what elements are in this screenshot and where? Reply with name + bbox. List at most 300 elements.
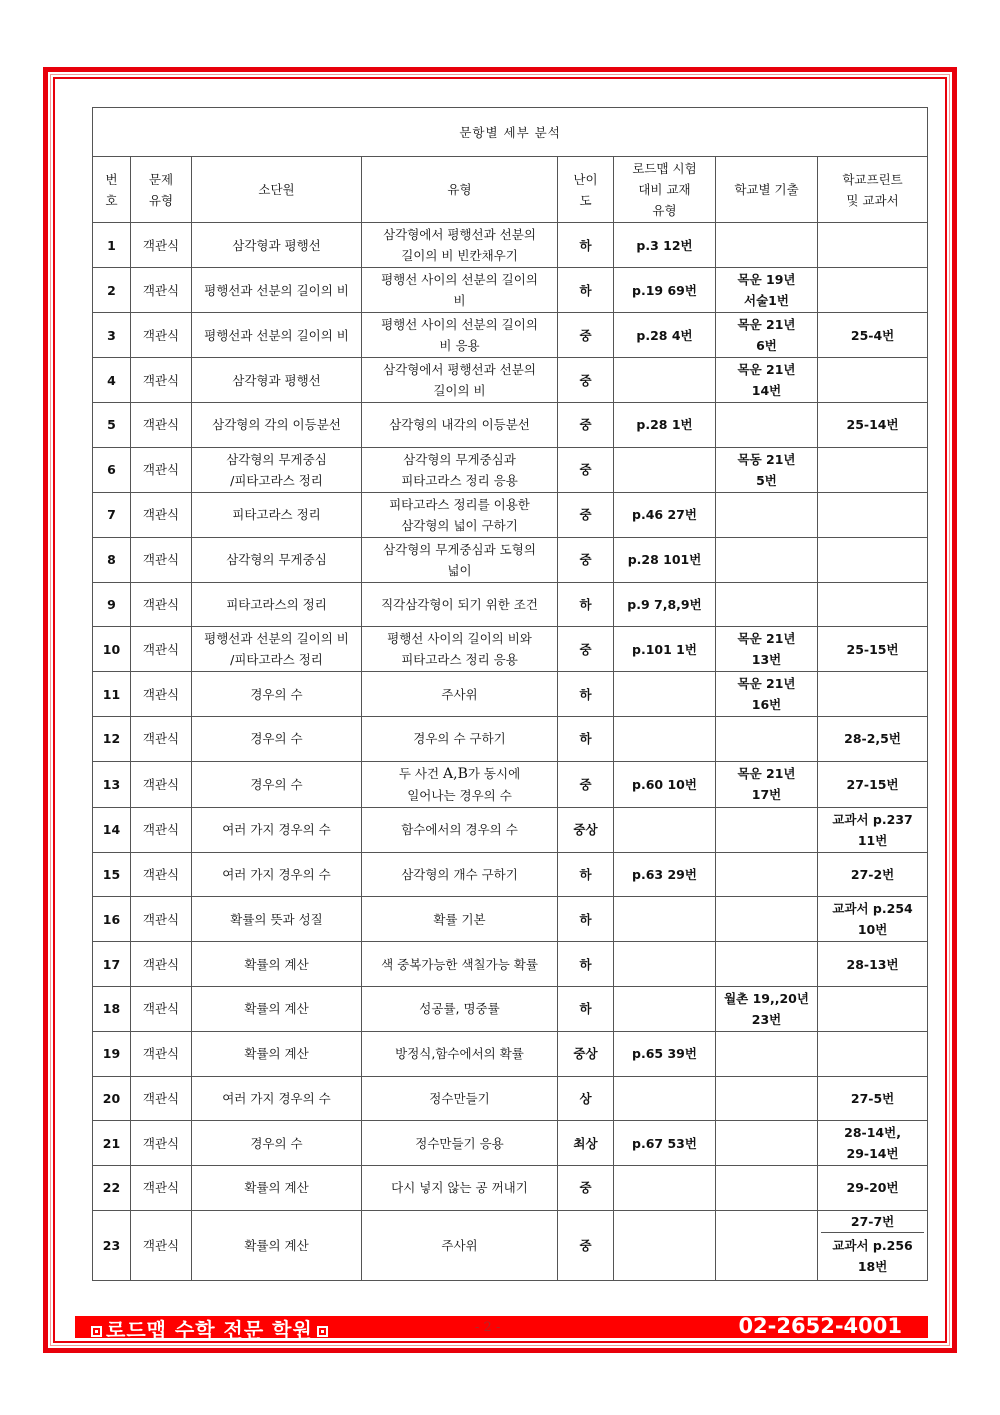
subunit-text: 피타고라스 정리 — [232, 507, 321, 523]
subunit — [192, 223, 362, 268]
question-type-text: 피타고라스 정리를 이용한 — [389, 496, 530, 512]
question-type — [362, 942, 558, 987]
question-type — [362, 986, 558, 1031]
question-number: 20 — [93, 1076, 131, 1121]
question-kind: 객관식 — [131, 897, 192, 942]
roadmap-book-ref: p.101 1번 — [614, 627, 716, 672]
question-number: 11 — [93, 672, 131, 717]
header-text: 유형 — [652, 203, 677, 218]
subunit — [192, 761, 362, 807]
school-print-ref — [818, 268, 928, 313]
table-row — [93, 582, 928, 627]
school-exam-ref — [716, 986, 818, 1031]
question-type-text: 평행선 사이의 선분의 길이의 — [381, 317, 538, 332]
school-print-ref — [818, 492, 928, 537]
question-number: 2 — [93, 268, 131, 313]
roadmap-book-ref — [614, 717, 716, 762]
table-row — [93, 1166, 928, 1211]
school-print-ref-text: 10번 — [857, 922, 888, 938]
roadmap-book-ref: p.63 29번 — [614, 852, 716, 897]
difficulty: 중 — [558, 313, 614, 358]
question-type-text: 삼각형의 무게중심과 도형의 — [383, 541, 536, 557]
question-number: 17 — [93, 942, 131, 987]
school-exam-ref-text: 월촌 19,,20년 — [724, 990, 809, 1006]
question-type — [362, 582, 558, 627]
difficulty: 중 — [558, 492, 614, 537]
subunit-text: 여러 가지 경우의 수 — [222, 1090, 331, 1106]
question-number: 19 — [93, 1031, 131, 1076]
subunit-text: 삼각형과 평행선 — [232, 237, 321, 253]
question-kind: 객관식 — [131, 492, 192, 537]
subunit-text: 삼각형의 무게중심 — [226, 552, 327, 568]
question-type — [362, 807, 558, 852]
subunit-text: 여러 가지 경우의 수 — [222, 867, 331, 883]
question-type — [362, 1166, 558, 1211]
school-exam-ref-text: 목운 21년 — [737, 362, 796, 377]
item-analysis-table — [92, 107, 928, 1281]
subunit-text: 삼각형의 각의 이등분선 — [212, 417, 341, 433]
question-number: 6 — [93, 447, 131, 492]
school-exam-ref — [716, 358, 818, 403]
subunit — [192, 717, 362, 762]
question-type-text: 주사위 — [441, 686, 478, 702]
question-type-text: 색 중복가능한 색칠가능 확률 — [381, 956, 538, 972]
school-exam-ref-text: 14번 — [751, 383, 782, 398]
roadmap-book-ref — [614, 358, 716, 403]
question-type-text: 직각삼각형이 되기 위한 조건 — [381, 596, 538, 612]
school-exam-ref — [716, 223, 818, 268]
table-row — [93, 1076, 928, 1121]
question-type-text: 평행선 사이의 선분의 길이의 — [381, 272, 538, 287]
subunit-text: 평행선과 선분의 길이의 비 — [204, 631, 349, 647]
table-row — [93, 717, 928, 762]
roadmap-book-ref: p.65 39번 — [614, 1031, 716, 1076]
question-type — [362, 1076, 558, 1121]
school-exam-ref-text: 5번 — [756, 472, 777, 488]
question-type — [362, 313, 558, 358]
question-type-text: 피타고라스 정리 응용 — [401, 472, 518, 488]
table-row — [93, 1031, 928, 1076]
school-exam-ref — [716, 1121, 818, 1166]
school-print-ref — [818, 942, 928, 987]
question-kind: 객관식 — [131, 1166, 192, 1211]
school-print-ref — [818, 1076, 928, 1121]
question-number: 18 — [93, 986, 131, 1031]
roadmap-book-ref: p.28 101번 — [614, 537, 716, 582]
question-number: 10 — [93, 627, 131, 672]
school-print-ref-text: 29-14번 — [846, 1146, 899, 1162]
subunit-text: 평행선과 선분의 길이의 비 — [204, 282, 349, 298]
school-print-ref-text: 25-14번 — [846, 417, 899, 433]
header-subunit — [192, 157, 362, 223]
header-number — [93, 157, 131, 223]
table-row — [93, 492, 928, 537]
header-text: 도 — [579, 192, 592, 208]
subunit — [192, 403, 362, 448]
school-print-ref-text: 27-15번 — [846, 776, 899, 792]
school-exam-ref — [716, 537, 818, 582]
subunit-text: 평행선과 선분의 길이의 비 — [204, 327, 349, 343]
subunit — [192, 986, 362, 1031]
difficulty: 최상 — [558, 1121, 614, 1166]
school-exam-ref — [716, 761, 818, 807]
question-type-text: 평행선 사이의 길이의 비와 — [387, 631, 532, 647]
subunit — [192, 807, 362, 852]
subunit — [192, 627, 362, 672]
school-print-ref-top: 27-7번 — [821, 1212, 924, 1233]
subunit-text: 경우의 수 — [250, 776, 303, 792]
question-number: 1 — [93, 223, 131, 268]
question-number: 16 — [93, 897, 131, 942]
question-type-text: 길이의 비 — [433, 383, 486, 398]
roadmap-book-ref: p.19 69번 — [614, 268, 716, 313]
question-kind: 객관식 — [131, 986, 192, 1031]
footer-banner — [75, 1314, 928, 1342]
school-exam-ref-text: 목운 21년 — [737, 766, 796, 782]
question-type — [362, 627, 558, 672]
table-row — [93, 942, 928, 987]
question-type-text: 길이의 비 빈칸채우기 — [401, 248, 518, 263]
question-kind: 객관식 — [131, 223, 192, 268]
difficulty: 하 — [558, 717, 614, 762]
roadmap-book-ref — [614, 897, 716, 942]
roadmap-book-ref: p.28 4번 — [614, 313, 716, 358]
school-print-ref — [818, 223, 928, 268]
question-type — [362, 1121, 558, 1166]
school-exam-ref-text: 목운 21년 — [737, 317, 796, 332]
question-kind: 객관식 — [131, 852, 192, 897]
table-row — [93, 897, 928, 942]
subunit-text: 경우의 수 — [250, 1135, 303, 1151]
school-print-ref-text: 교과서 p.254 — [832, 901, 913, 917]
roadmap-book-ref — [614, 447, 716, 492]
difficulty: 중 — [558, 358, 614, 403]
school-exam-ref-text: 6번 — [756, 338, 777, 353]
school-exam-ref-text: 목운 21년 — [737, 676, 796, 692]
school-print-ref — [818, 1166, 928, 1211]
question-type-text: 일어나는 경우의 수 — [407, 787, 512, 803]
question-type: 주사위 — [362, 1210, 558, 1280]
school-exam-ref — [716, 403, 818, 448]
question-kind: 객관식 — [131, 1210, 192, 1280]
school-print-ref — [818, 672, 928, 717]
square-bullet-icon — [317, 1326, 328, 1337]
school-print-ref — [818, 807, 928, 852]
roadmap-book-ref: p.28 1번 — [614, 403, 716, 448]
school-exam-ref — [716, 672, 818, 717]
type-text-pre: 두 사건 — [398, 765, 444, 781]
page-number: - 2 - — [475, 1320, 501, 1335]
difficulty: 하 — [558, 268, 614, 313]
subunit — [192, 492, 362, 537]
roadmap-book-ref — [614, 1166, 716, 1211]
subunit-text: 피타고라스의 정리 — [226, 596, 327, 612]
school-print-ref — [818, 1031, 928, 1076]
difficulty: 중 — [558, 1210, 614, 1280]
roadmap-book-ref — [614, 1210, 716, 1280]
question-number: 14 — [93, 807, 131, 852]
header-text: 및 교과서 — [846, 192, 899, 208]
roadmap-book-ref: p.9 7,8,9번 — [614, 582, 716, 627]
question-type-text: 경우의 수 구하기 — [413, 731, 506, 747]
school-print-ref-text: 25-15번 — [846, 641, 899, 657]
question-number: 5 — [93, 403, 131, 448]
subunit — [192, 358, 362, 403]
type-text-post: 가 동시에 — [467, 765, 521, 781]
header-text: 소단원 — [258, 182, 295, 197]
school-exam-ref — [716, 1210, 818, 1280]
roadmap-book-ref: p.46 27번 — [614, 492, 716, 537]
school-print-ref-text: 28-14번, — [844, 1125, 901, 1141]
school-print-ref — [818, 717, 928, 762]
school-print-ref-text: 25-4번 — [850, 327, 895, 343]
subunit-text: /피타고라스 정리 — [230, 472, 323, 488]
subunit — [192, 1166, 362, 1211]
school-exam-ref-text: 목운 19년 — [737, 272, 796, 287]
school-print-ref-text: 27-2번 — [850, 867, 895, 883]
difficulty: 중상 — [558, 1031, 614, 1076]
subunit: 확률의 계산 — [192, 1210, 362, 1280]
subunit-text: 확률의 계산 — [244, 1001, 309, 1017]
subunit-text: 확률의 계산 — [244, 1180, 309, 1196]
table-row — [93, 223, 928, 268]
school-exam-ref — [716, 717, 818, 762]
question-type-text: 정수만들기 — [429, 1090, 490, 1106]
school-exam-ref — [716, 492, 818, 537]
question-type — [362, 672, 558, 717]
question-type — [362, 1031, 558, 1076]
phone-number: 02-2652-4001 — [738, 1314, 902, 1338]
difficulty: 중상 — [558, 807, 614, 852]
subunit — [192, 897, 362, 942]
square-bullet-icon — [91, 1326, 102, 1337]
header-question-kind — [131, 157, 192, 223]
question-type-text — [365, 763, 554, 785]
difficulty: 하 — [558, 672, 614, 717]
question-number: 15 — [93, 852, 131, 897]
subunit-text: 삼각형과 평행선 — [232, 372, 321, 388]
difficulty: 중 — [558, 403, 614, 448]
academy-name: 로드맵 수학 전문 학원 — [106, 1318, 313, 1342]
subunit — [192, 537, 362, 582]
question-type-text: 삼각형의 무게중심과 — [403, 451, 516, 467]
school-exam-ref-text: 목동 21년 — [737, 451, 796, 467]
difficulty: 하 — [558, 582, 614, 627]
difficulty: 중 — [558, 1166, 614, 1211]
school-exam-ref — [716, 942, 818, 987]
question-type-text: 비 — [453, 293, 466, 308]
difficulty: 중 — [558, 627, 614, 672]
question-kind: 객관식 — [131, 313, 192, 358]
question-type-text: 성공률, 명중률 — [419, 1001, 500, 1017]
table-row — [93, 403, 928, 448]
table-row — [93, 986, 928, 1031]
subunit-text: 확률의 뜻과 성질 — [230, 911, 323, 927]
subunit-text: 경우의 수 — [250, 731, 303, 747]
roadmap-book-ref — [614, 986, 716, 1031]
school-print-ref — [818, 537, 928, 582]
question-type-text: 비 응용 — [439, 338, 480, 353]
question-type — [362, 223, 558, 268]
question-kind: 객관식 — [131, 358, 192, 403]
question-type — [362, 717, 558, 762]
question-type-text: 정수만들기 응용 — [415, 1135, 504, 1151]
question-kind: 객관식 — [131, 807, 192, 852]
school-print-ref — [818, 897, 928, 942]
question-number: 13 — [93, 761, 131, 807]
subunit-text: 확률의 계산 — [244, 956, 309, 972]
school-exam-ref — [716, 447, 818, 492]
roadmap-book-ref — [614, 942, 716, 987]
header-school-exam — [716, 157, 818, 223]
school-exam-ref — [716, 1166, 818, 1211]
school-exam-ref — [716, 313, 818, 358]
subunit — [192, 1076, 362, 1121]
header-text: 로드맵 시험 — [632, 161, 697, 176]
question-number: 22 — [93, 1166, 131, 1211]
school-print-ref-text: 27-5번 — [850, 1090, 895, 1106]
table-row — [93, 807, 928, 852]
school-exam-ref-text: 16번 — [751, 697, 782, 713]
question-type-text: 피타고라스 정리 응용 — [401, 652, 518, 668]
school-exam-ref — [716, 897, 818, 942]
question-type — [362, 852, 558, 897]
subunit — [192, 942, 362, 987]
question-kind: 객관식 — [131, 761, 192, 807]
question-kind: 객관식 — [131, 1076, 192, 1121]
difficulty: 하 — [558, 986, 614, 1031]
question-kind: 객관식 — [131, 717, 192, 762]
school-print-ref-text: 18번 — [857, 1258, 888, 1274]
roadmap-book-ref: p.67 53번 — [614, 1121, 716, 1166]
school-print-ref-text: 교과서 p.237 — [832, 811, 913, 827]
table-row — [93, 1121, 928, 1166]
question-type — [362, 358, 558, 403]
table-row — [93, 627, 928, 672]
question-type — [362, 761, 558, 807]
subunit-text: 여러 가지 경우의 수 — [222, 822, 331, 838]
subunit — [192, 1031, 362, 1076]
header-school-print — [818, 157, 928, 223]
header-difficulty — [558, 157, 614, 223]
subunit — [192, 268, 362, 313]
question-number: 12 — [93, 717, 131, 762]
question-kind: 객관식 — [131, 627, 192, 672]
subunit — [192, 672, 362, 717]
question-type — [362, 537, 558, 582]
question-type-text: 삼각형의 넓이 구하기 — [401, 517, 518, 533]
school-print-ref-text: 29-20번 — [846, 1180, 899, 1196]
school-exam-ref — [716, 1076, 818, 1121]
difficulty: 하 — [558, 897, 614, 942]
subunit — [192, 313, 362, 358]
question-type — [362, 403, 558, 448]
question-type-text: 방정식,함수에서의 확률 — [395, 1046, 524, 1062]
question-type-text: 넓이 — [447, 562, 472, 578]
question-number: 4 — [93, 358, 131, 403]
school-exam-ref — [716, 582, 818, 627]
question-type-text: 삼각형의 개수 구하기 — [401, 867, 518, 883]
header-text: 번 — [105, 171, 118, 187]
question-kind: 객관식 — [131, 1121, 192, 1166]
header-text: 유형 — [447, 182, 472, 197]
header-row — [93, 157, 928, 223]
school-print-ref — [818, 1210, 928, 1280]
table-row — [93, 1210, 928, 1280]
school-exam-ref-text: 17번 — [751, 787, 782, 803]
table-row — [93, 537, 928, 582]
subunit-text: /피타고라스 정리 — [230, 652, 323, 668]
header-text: 문제 — [148, 171, 174, 187]
difficulty: 중 — [558, 447, 614, 492]
school-print-ref — [818, 582, 928, 627]
question-number: 9 — [93, 582, 131, 627]
question-type-text: 함수에서의 경우의 수 — [401, 822, 518, 838]
school-print-ref — [818, 358, 928, 403]
roadmap-book-ref — [614, 1076, 716, 1121]
header-text: 학교별 기출 — [734, 182, 799, 197]
question-type-text: 확률 기본 — [433, 911, 486, 927]
school-exam-ref-text: 목운 21년 — [737, 631, 796, 647]
question-kind: 객관식 — [131, 268, 192, 313]
header-text: 대비 교재 — [638, 182, 691, 197]
question-type — [362, 268, 558, 313]
question-number: 21 — [93, 1121, 131, 1166]
subunit-text: 경우의 수 — [250, 686, 303, 702]
subunit — [192, 852, 362, 897]
question-type-text: 삼각형에서 평행선과 선분의 — [383, 227, 536, 242]
table-row — [93, 447, 928, 492]
difficulty: 중 — [558, 537, 614, 582]
header-roadmap-book — [614, 157, 716, 223]
difficulty: 하 — [558, 223, 614, 268]
question-kind: 객관식 — [131, 1031, 192, 1076]
header-text: 난이 — [573, 171, 598, 187]
header-text: 호 — [105, 192, 118, 208]
header-text: 유형 — [148, 192, 174, 208]
subunit-text: 삼각형의 무게중심 — [226, 451, 327, 467]
question-type-text: 다시 넣지 않는 공 꺼내기 — [391, 1180, 528, 1196]
school-exam-ref — [716, 627, 818, 672]
subunit — [192, 447, 362, 492]
question-kind: 객관식 — [131, 582, 192, 627]
roadmap-book-ref — [614, 807, 716, 852]
table-title: 문항별 세부 분석 — [93, 108, 928, 157]
roadmap-book-ref — [614, 672, 716, 717]
school-exam-ref-text: 서술1번 — [744, 293, 789, 308]
school-exam-ref-text: 13번 — [751, 652, 782, 668]
table-row — [93, 672, 928, 717]
subunit — [192, 1121, 362, 1166]
school-exam-ref — [716, 268, 818, 313]
question-kind: 객관식 — [131, 537, 192, 582]
difficulty: 상 — [558, 1076, 614, 1121]
difficulty: 하 — [558, 942, 614, 987]
question-type — [362, 447, 558, 492]
question-kind: 객관식 — [131, 447, 192, 492]
table-row — [93, 852, 928, 897]
question-number: 7 — [93, 492, 131, 537]
question-kind: 객관식 — [131, 403, 192, 448]
school-print-ref-text: 28-13번 — [846, 956, 899, 972]
school-print-ref — [818, 403, 928, 448]
school-print-ref — [818, 447, 928, 492]
difficulty: 중 — [558, 761, 614, 807]
school-print-ref — [818, 852, 928, 897]
question-type — [362, 492, 558, 537]
school-print-ref — [818, 1121, 928, 1166]
math-expression: A,B — [443, 765, 468, 782]
